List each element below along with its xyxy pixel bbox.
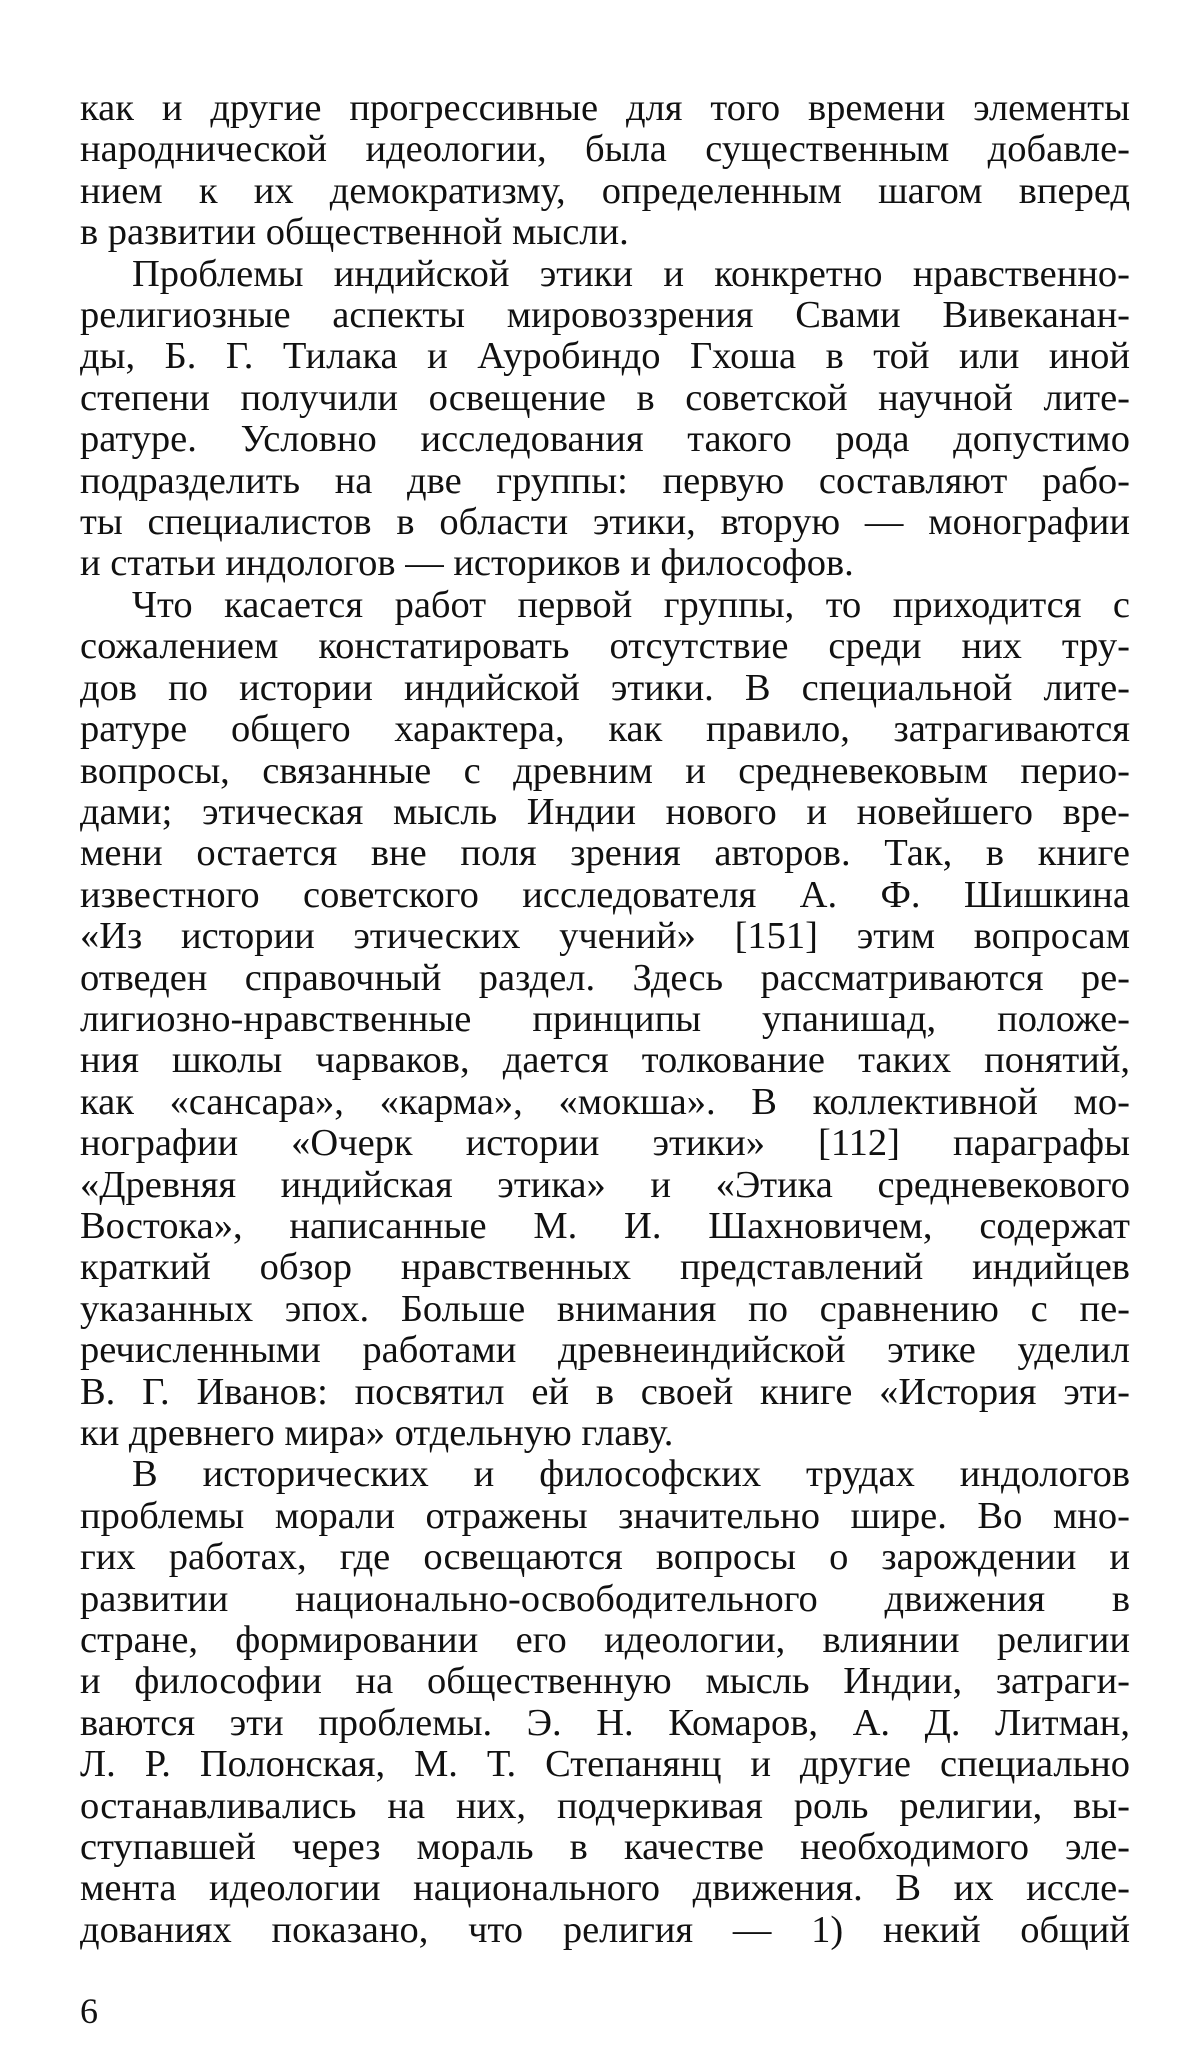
text-line: в развитии общественной мысли. (80, 211, 629, 254)
text-line: Что касается работ первой группы, то приходится с (132, 583, 1130, 626)
text-line: указанных эпох. Больше внимания по сравнению с пе- (80, 1287, 1130, 1330)
text-line: ния школы чарваков, дается толкование таких понятий, (80, 1039, 1130, 1082)
text-line: ды, Б. Г. Тилака и Ауробиндо Гхоша в той или иной (80, 335, 1130, 378)
text-line: ратуре. Условно исследования такого рода допустимо (80, 418, 1130, 461)
text-line: «Древняя индийская этика» и «Этика средневекового (80, 1163, 1130, 1206)
text-line: речисленными работами древнеиндийской этике уделил (80, 1329, 1130, 1372)
text-line: сожалением констатировать отсутствие среди них тру- (80, 625, 1130, 668)
text-line: как и другие прогрессивные для того времени элементы (80, 87, 1130, 129)
text-line: ты специалистов в области этики, вторую — монографии (80, 501, 1130, 544)
text-line: ратуре общего характера, как правило, затрагиваются (80, 708, 1130, 751)
text-line: и статьи индологов — историков и философов. (80, 542, 854, 585)
text-line: дами; этическая мысль Индии нового и новейшего вре- (80, 790, 1130, 833)
text-line: отведен справочный раздел. Здесь рассматриваются ре- (80, 956, 1130, 999)
text-line: народнической идеологии, была существенным добавле- (80, 128, 1130, 171)
text-line: Востока», написанные М. И. Шахновичем, содержат (80, 1204, 1130, 1247)
text-line: известного советского исследователя А. Ф. Шишкина (80, 873, 1130, 916)
text-line: В. Г. Иванов: посвятил ей в своей книге «История эти- (80, 1370, 1130, 1413)
paragraph (80, 254, 1130, 585)
paragraph (80, 585, 1130, 1455)
text-line: подразделить на две группы: первую составляют рабо- (80, 459, 1130, 502)
text-line: развитии национально-освободительного движения в (80, 1577, 1130, 1620)
text-line: вопросы, связанные с древним и средневековым перио- (80, 749, 1130, 792)
text-line: «Из истории этических учений» [151] этим вопросам (80, 915, 1130, 958)
text-line: нографии «Очерк истории этики» [112] параграфы (80, 1122, 1130, 1165)
text-line: нием к их демократизму, определенным шагом вперед (80, 169, 1130, 212)
text-line: Проблемы индийской этики и конкретно нравственно- (132, 252, 1130, 295)
text-line: мени остается вне поля зрения авторов. Так, в книге (80, 832, 1130, 875)
page-number: 6 (80, 1991, 98, 2031)
text-line: и философии на общественную мысль Индии, затраги- (80, 1660, 1130, 1703)
text-line: Л. Р. Полонская, М. Т. Степанянц и другие специально (80, 1743, 1130, 1786)
text-line: В исторических и философских трудах индологов (132, 1453, 1130, 1496)
text-line: религиозные аспекты мировоззрения Свами Вивеканан- (80, 294, 1130, 337)
text-line: степени получили освещение в советской научной лите- (80, 376, 1130, 419)
text-line: ступавшей через мораль в качестве необходимого эле- (80, 1826, 1130, 1869)
text-line: дов по истории индийской этики. В специальной лите- (80, 666, 1130, 709)
text-line: останавливались на них, подчеркивая роль религии, вы- (80, 1784, 1130, 1827)
text-line: краткий обзор нравственных представлений индийцев (80, 1246, 1130, 1289)
text-line: как «сансара», «карма», «мокша». В коллективной мо- (80, 1080, 1130, 1123)
text-line: мента идеологии национального движения. В их иссле- (80, 1867, 1130, 1910)
text-line: проблемы морали отражены значительно шире. Во мно- (80, 1494, 1130, 1537)
text-line: стране, формировании его идеологии, влиянии религии (80, 1619, 1130, 1662)
paragraph (80, 1454, 1130, 1951)
paragraph (80, 88, 1130, 254)
body-text (80, 88, 1130, 1951)
text-line: ки древнего мира» отдельную главу. (80, 1412, 674, 1454)
text-line: лигиозно-нравственные принципы упанишад, положе- (80, 997, 1130, 1040)
text-line: дованиях показано, что религия — 1) некий общий (80, 1908, 1130, 1951)
text-line: гих работах, где освещаются вопросы о зарождении и (80, 1536, 1130, 1579)
text-line: ваются эти проблемы. Э. Н. Комаров, А. Д. Литман, (80, 1701, 1130, 1744)
